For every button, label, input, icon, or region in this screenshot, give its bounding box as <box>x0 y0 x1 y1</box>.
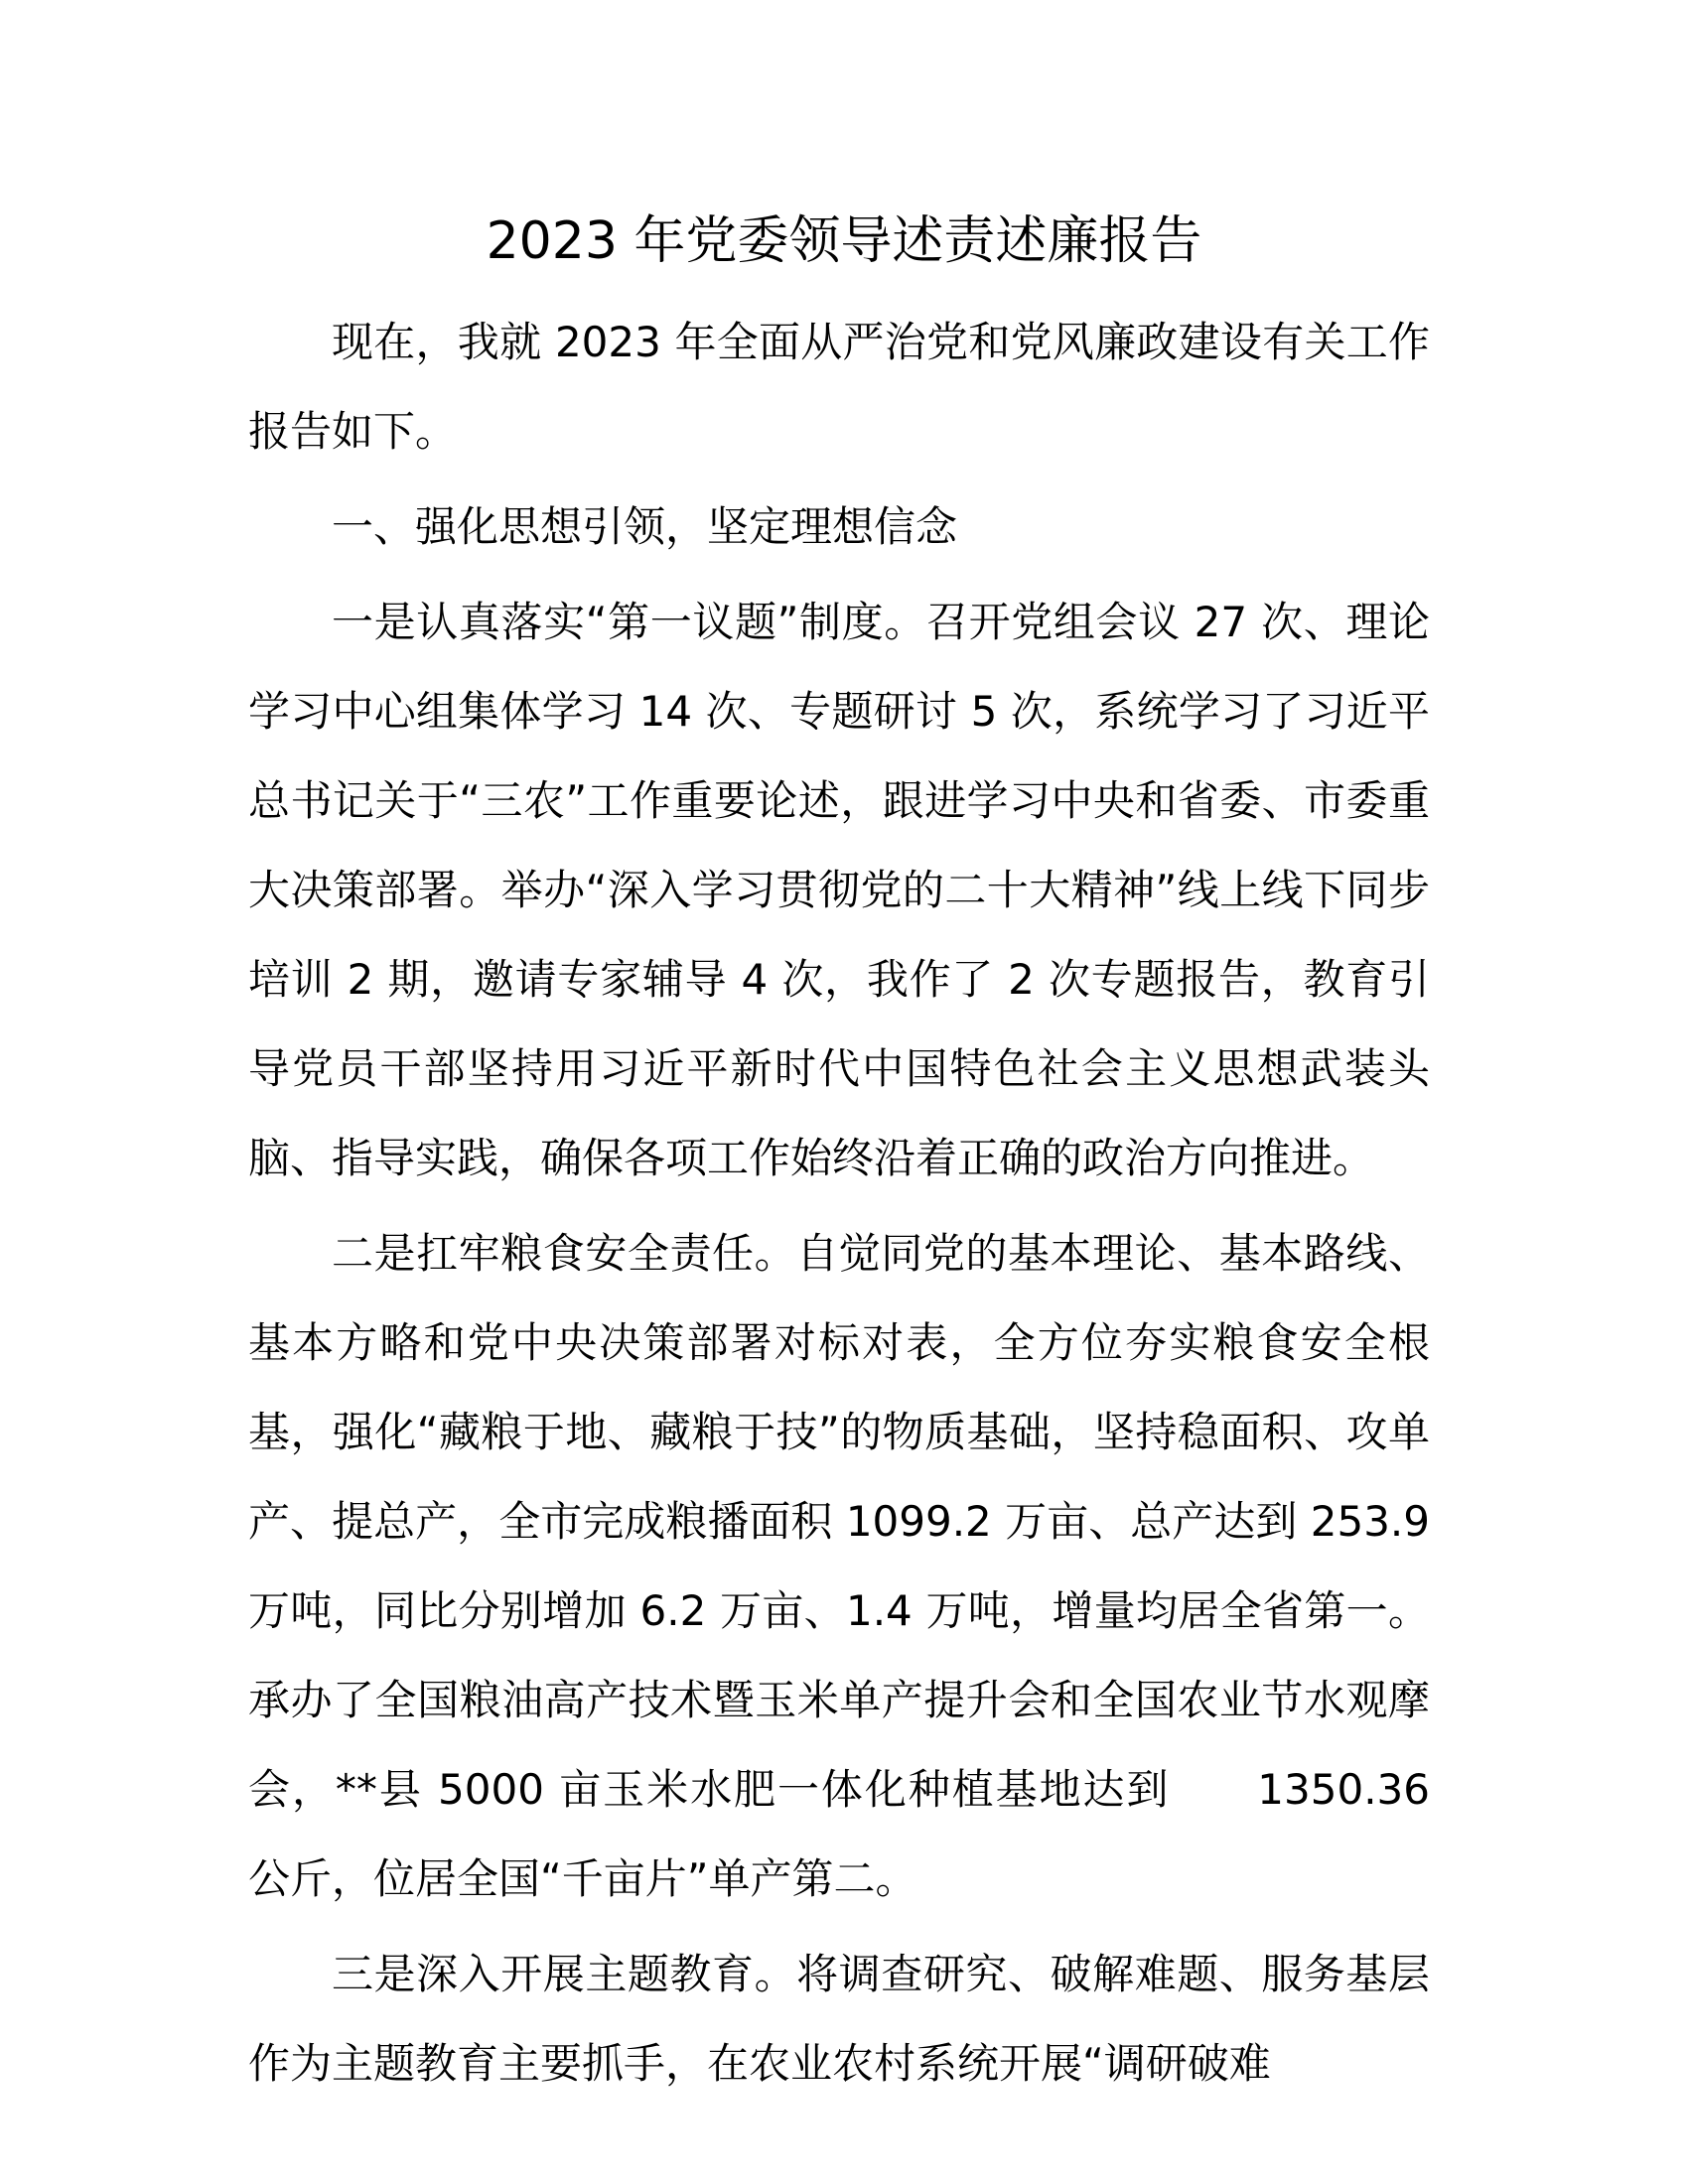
section-heading-1: 一、强化思想引领，坚定理想信念 <box>332 502 958 551</box>
paragraph-intro: 现在，我就 2023 年全面从严治党和党风廉政建设有关工作报告如下。 <box>248 318 1430 456</box>
paragraph-grain-security: 二是扛牢粮食安全责任。自觉同党的基本理论、基本路线、基本方略和党中央决策部署对标对表，全方位夯实粮食安全根基，强化“藏粮于地、藏粮于技”的物质基础，坚持稳面积、攻单产、提总产，全市完成粮播面积 1099.2 万亩、总产达到 253.9 万吨，同比分别增加 6.2 万亩、1.4 万吨，增量均居全省第一。承办了全国粮油高产技术暨玉米单产提升会和全国农业节水观摩会，**县 5000 亩玉米水肥一体化种植基地达到 1350.36 公斤，位居全国“千亩片”单产第二。 <box>248 1229 1430 1903</box>
paragraph-theme-education: 三是深入开展主题教育。将调查研究、破解难题、服务基层作为主题教育主要抓手，在农业农村系统开展“调研破难 <box>248 1950 1430 2088</box>
document-body <box>248 298 1430 2109</box>
paragraph-first-topic: 一是认真落实“第一议题”制度。召开党组会议 27 次、理论学习中心组集体学习 14 次、专题研讨 5 次，系统学习了习近平总书记关于“三农”工作重要论述，跟进学习中央和省委、市委重大决策部署。举办“深入学习贯彻党的二十大精神”线上线下同步培训 2 期，邀请专家辅导 4 次，我作了 2 次专题报告，教育引导党员干部坚持用习近平新时代中国特色社会主义思想武装头脑、指导实践，确保各项工作始终沿着正确的政治方向推进。 <box>248 598 1430 1182</box>
document-title: 2023 年党委领导述责述廉报告 <box>486 211 1202 271</box>
